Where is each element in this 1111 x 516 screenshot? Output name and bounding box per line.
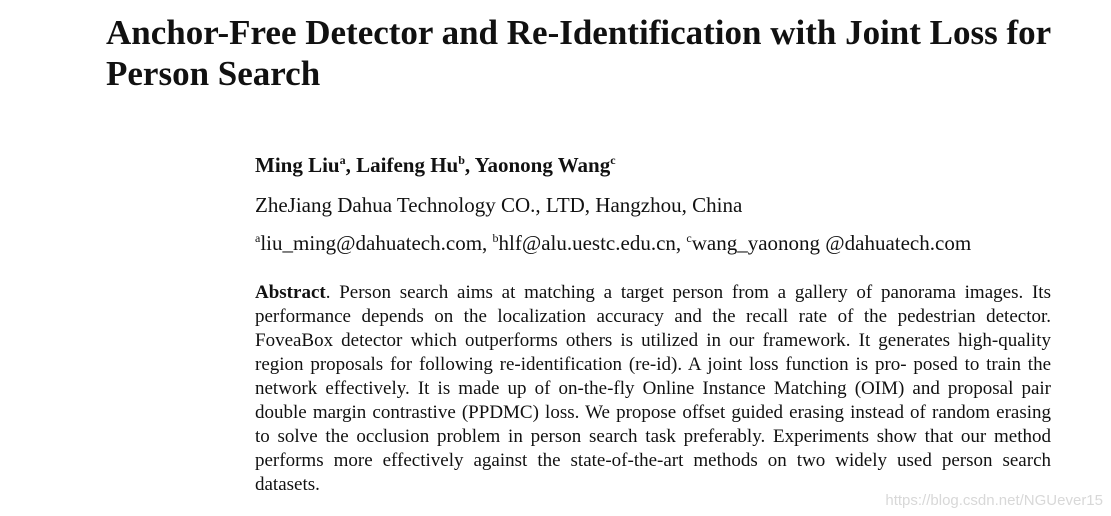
author-affiliation-mark: c	[610, 153, 616, 167]
abstract-label: Abstract	[255, 282, 326, 303]
email-address: wang_yaonong @dahuatech.com	[691, 231, 972, 255]
email-affiliation-mark: b	[492, 231, 499, 245]
author-name: Ming Liu	[255, 153, 340, 177]
author-separator: ,	[345, 153, 357, 177]
author-separator: ,	[464, 153, 475, 177]
paper-title: Anchor-Free Detector and Re-Identification with Joint Loss for Person Search	[106, 13, 1051, 93]
email-separator: ,	[675, 231, 687, 255]
email-address: liu_ming@dahuatech.com	[260, 231, 483, 255]
author-emails	[255, 229, 971, 257]
email-affiliation-mark: a	[255, 231, 261, 245]
author-list	[255, 151, 616, 179]
abstract-text: . Person search aims at matching a target person from a gallery of panorama images. Its performance depends on the localization accuracy and the recall rate of the pedestrian detector. FoveaBox detector which outperforms others is utilized in our framework. It generates high-quality region proposals for following re-identification (re-id). A joint loss function is pro- posed to train the network effectively. It is made up of on-the-fly Online Instance Matching (OIM) and proposal pair double margin contrastive (PPDMC) loss. We propose offset guided erasing instead of random erasing to solve the occlusion problem in person search task preferably. Experiments show that our method performs more effectively against the state-of-the-art methods on two widely used person search datasets.	[255, 282, 1051, 495]
author-name: Laifeng Hu	[356, 153, 459, 177]
email-address: hlf@alu.uestc.edu.cn	[498, 231, 676, 255]
author-affiliation: ZheJiang Dahua Technology CO., LTD, Hangzhou, China	[255, 193, 743, 217]
author-affiliation-mark: a	[339, 153, 346, 167]
abstract-paragraph	[255, 281, 1051, 497]
watermark: https://blog.csdn.net/NGUever15	[885, 492, 1103, 509]
author-name: Yaonong Wang	[474, 153, 611, 177]
email-separator: ,	[482, 231, 493, 255]
email-affiliation-mark: c	[686, 231, 692, 245]
author-affiliation-mark: b	[458, 153, 465, 167]
